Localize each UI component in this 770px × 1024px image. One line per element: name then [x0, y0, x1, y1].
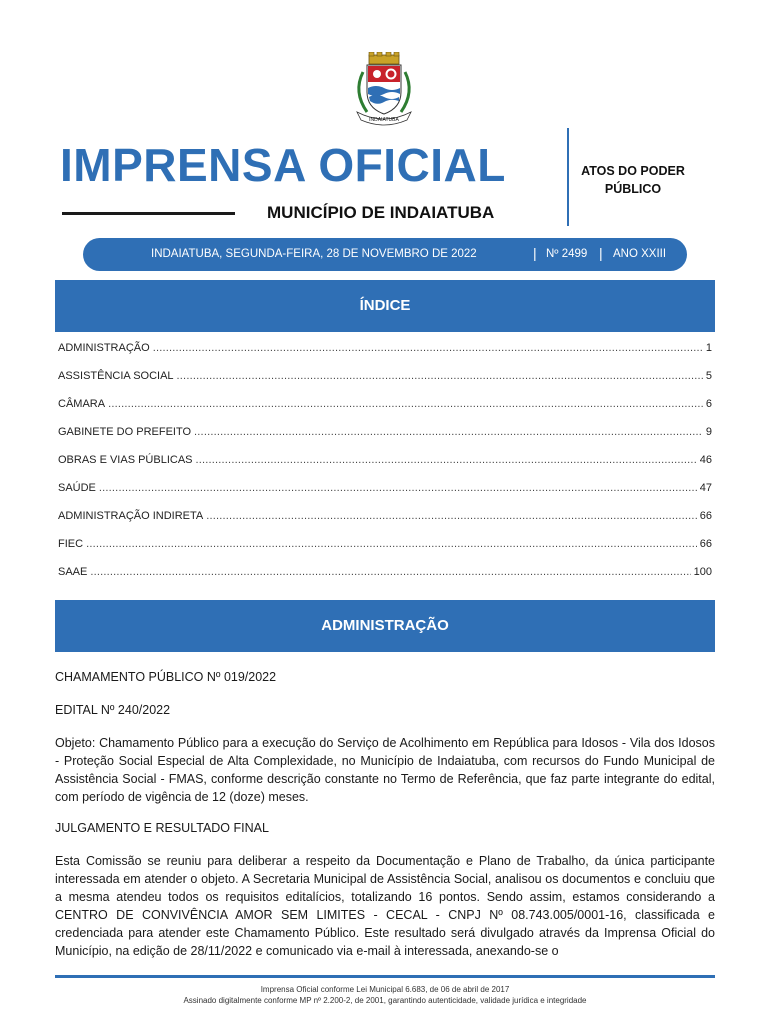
- toc-leader: [86, 538, 697, 550]
- toc-page: 6: [705, 398, 712, 410]
- toc-label: CÂMARA: [58, 398, 106, 410]
- toc-leader: [206, 510, 696, 522]
- toc-page: 1: [705, 342, 712, 354]
- toc-entry-fiec[interactable]: [58, 538, 712, 566]
- section-body: [55, 668, 715, 978]
- toc-label: GABINETE DO PREFEITO: [58, 426, 192, 438]
- dateline-separator: |: [599, 245, 603, 261]
- toc-label: FIEC: [58, 538, 84, 550]
- crest-ribbon-text: INDAIATUBA: [369, 117, 399, 123]
- toc-leader: [90, 566, 690, 578]
- toc-page: 9: [705, 426, 712, 438]
- toc-entry-obras-e-vias-publicas[interactable]: [58, 454, 712, 482]
- objeto-paragraph: Objeto: Chamamento Público para a execução do Serviço de Acolhimento em República para Idosos - Vila dos Idosos - Proteção Social Especial de Alta Complexidade, no Município de Indaiatuba, com recursos do Fundo Municipal de Assistência Social - FMAS, conforme descrição constante no Termo de Referência, que faz parte integrante do edital, com período de vigência de 12 (doze) meses.: [55, 736, 715, 804]
- footer-signature-notice: Assinado digitalmente conforme MP nº 2.200-2, de 2001, garantindo autenticidade, validade jurídica e integridade: [183, 996, 587, 1005]
- toc-leader: [196, 454, 697, 466]
- toc-page: 100: [693, 566, 712, 578]
- atos-line-1: ATOS DO PODER: [581, 164, 685, 178]
- dateline-separator: |: [533, 245, 537, 261]
- edital-title: EDITAL Nº 240/2022: [55, 703, 171, 717]
- edition-number: Nº 2499: [546, 248, 588, 260]
- toc-entry-camara[interactable]: [58, 398, 712, 426]
- footer-legal-notice: Imprensa Oficial conforme Lei Municipal 6.683, de 06 de abril de 2017: [260, 985, 510, 994]
- toc-label: OBRAS E VIAS PÚBLICAS: [58, 454, 193, 466]
- toc-entry-saude[interactable]: [58, 482, 712, 510]
- atos-line-2: PÚBLICO: [604, 182, 662, 196]
- toc-label: ADMINISTRAÇÃO: [58, 342, 150, 354]
- publication-title: IMPRENSA OFICIAL: [60, 139, 506, 191]
- header-divider: [567, 128, 569, 226]
- toc-label: ASSISTÊNCIA SOCIAL: [58, 370, 174, 382]
- toc-entry-gabinete-do-prefeito[interactable]: [58, 426, 712, 454]
- chamamento-title: CHAMAMENTO PÚBLICO Nº 019/2022: [55, 670, 277, 684]
- toc-entry-assistencia-social[interactable]: [58, 370, 712, 398]
- julgamento-heading: JULGAMENTO E RESULTADO FINAL: [55, 821, 269, 835]
- toc-page: 66: [699, 538, 712, 550]
- toc-entry-saae[interactable]: [58, 566, 712, 594]
- edition-dateline: [83, 238, 687, 271]
- toc-leader: [177, 370, 703, 382]
- toc-entry-administracao-indireta[interactable]: [58, 510, 712, 538]
- edition-date: INDAIATUBA, SEGUNDA-FEIRA, 28 DE NOVEMBRO DE 2022: [151, 248, 477, 260]
- toc-label: ADMINISTRAÇÃO INDIRETA: [58, 510, 204, 522]
- toc-page: 46: [699, 454, 712, 466]
- toc-leader: [108, 398, 703, 410]
- section-heading-administracao: ADMINISTRAÇÃO: [55, 600, 715, 652]
- municipality-name: MUNICÍPIO DE INDAIATUBA: [267, 203, 495, 222]
- edition-year: ANO XXIII: [613, 248, 667, 260]
- toc-leader: [194, 426, 703, 438]
- toc-label: SAÚDE: [58, 482, 96, 494]
- toc-page: 5: [705, 370, 712, 382]
- title-underline: [62, 212, 235, 215]
- julgamento-paragraph: Esta Comissão se reuniu para deliberar a respeito da Documentação e Plano de Trabalho, da única participante interessada em atender o objeto. A Secretaria Municipal de Assistência Social, analisou os documentos e concluiu que a mesma atendeu todos os requisitos editalícios, totalizando 16 pontos. Sendo assim, estamos considerando a CENTRO DE CONVIVÊNCIA AMOR SEM LIMITES - CECAL - CNPJ Nº 08.743.005/0001-16, classificada e credenciada para atender este Chamamento Público. Este resultado será divulgado através da Imprensa Oficial do Município, na edição de 28/11/2022 e comunicado via e-mail à interessada, anexando-se o: [55, 854, 715, 958]
- footer-rule: [55, 975, 715, 978]
- municipal-crest: [345, 52, 423, 128]
- toc-entry-administracao[interactable]: [58, 342, 712, 370]
- toc-leader: [153, 342, 703, 354]
- toc-leader: [99, 482, 697, 494]
- toc-label: SAAE: [58, 566, 88, 578]
- toc-page: 66: [699, 510, 712, 522]
- atos-do-poder-publico: [578, 162, 688, 198]
- index-heading: ÍNDICE: [55, 280, 715, 332]
- toc-page: 47: [699, 482, 712, 494]
- table-of-contents: [58, 342, 712, 594]
